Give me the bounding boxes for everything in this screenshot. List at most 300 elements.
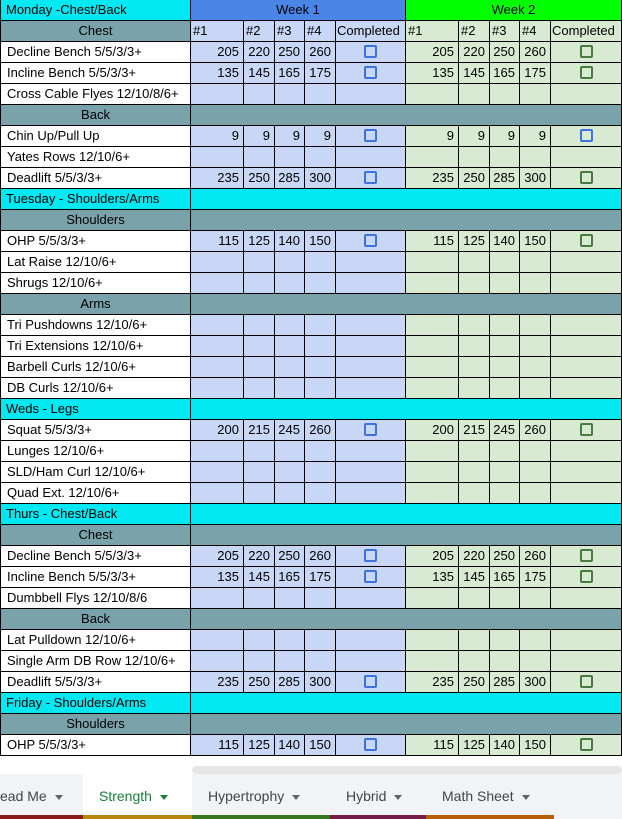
weight-cell[interactable] [459, 483, 490, 504]
weight-cell[interactable] [191, 483, 244, 504]
completed-cell[interactable] [551, 651, 622, 672]
weight-cell[interactable]: 235 [191, 168, 244, 189]
weight-cell[interactable]: 205 [191, 42, 244, 63]
weight-cell[interactable]: 215 [244, 420, 275, 441]
weight-cell[interactable] [459, 147, 490, 168]
completed-cell[interactable] [551, 441, 622, 462]
completed-cell[interactable] [336, 630, 406, 651]
weight-cell[interactable] [520, 252, 551, 273]
weight-cell[interactable] [490, 483, 520, 504]
weight-cell[interactable] [520, 336, 551, 357]
exercise-name-cell[interactable]: Squat 5/5/3/3+ [0, 420, 191, 441]
weight-cell[interactable] [490, 651, 520, 672]
set-column-header[interactable]: #3 [490, 21, 520, 42]
set-column-header[interactable]: #4 [520, 21, 551, 42]
weight-cell[interactable]: 250 [459, 672, 490, 693]
weight-cell[interactable] [275, 483, 305, 504]
weight-cell[interactable] [305, 483, 336, 504]
completed-cell[interactable] [336, 315, 406, 336]
completed-cell[interactable] [336, 252, 406, 273]
weight-cell[interactable]: 165 [275, 63, 305, 84]
weight-cell[interactable]: 165 [490, 567, 520, 588]
weight-cell[interactable]: 9 [406, 126, 459, 147]
exercise-name-cell[interactable]: Yates Rows 12/10/6+ [0, 147, 191, 168]
set-column-header[interactable]: #2 [459, 21, 490, 42]
weight-cell[interactable] [275, 588, 305, 609]
weight-cell[interactable]: 260 [305, 420, 336, 441]
completed-checkbox[interactable] [364, 129, 377, 142]
weight-cell[interactable] [191, 252, 244, 273]
completed-cell[interactable] [336, 462, 406, 483]
weight-cell[interactable]: 135 [406, 567, 459, 588]
weight-cell[interactable] [520, 357, 551, 378]
completed-cell[interactable] [336, 357, 406, 378]
completed-cell[interactable] [336, 588, 406, 609]
weight-cell[interactable] [305, 630, 336, 651]
weight-cell[interactable]: 150 [520, 231, 551, 252]
weight-cell[interactable] [275, 84, 305, 105]
completed-cell[interactable] [551, 126, 622, 147]
sheet-tab-math-sheet[interactable] [426, 774, 554, 819]
day-header-cell[interactable]: Thurs - Chest/Back [0, 504, 191, 525]
completed-cell[interactable] [551, 462, 622, 483]
weight-cell[interactable]: 205 [406, 42, 459, 63]
muscle-group-band[interactable] [191, 210, 622, 231]
weight-cell[interactable] [244, 357, 275, 378]
weight-cell[interactable] [244, 630, 275, 651]
weight-cell[interactable] [406, 336, 459, 357]
completed-cell[interactable] [551, 630, 622, 651]
completed-cell[interactable] [336, 420, 406, 441]
muscle-group-header[interactable]: Arms [0, 294, 191, 315]
weight-cell[interactable]: 250 [459, 168, 490, 189]
weight-cell[interactable] [490, 630, 520, 651]
weight-cell[interactable]: 145 [459, 63, 490, 84]
exercise-name-cell[interactable]: Decline Bench 5/5/3/3+ [0, 546, 191, 567]
weight-cell[interactable] [459, 462, 490, 483]
completed-cell[interactable] [551, 273, 622, 294]
chevron-down-icon[interactable] [394, 795, 402, 800]
weight-cell[interactable] [305, 357, 336, 378]
completed-cell[interactable] [336, 42, 406, 63]
completed-cell[interactable] [336, 168, 406, 189]
weight-cell[interactable]: 140 [490, 735, 520, 756]
completed-cell[interactable] [336, 147, 406, 168]
weight-cell[interactable] [191, 315, 244, 336]
weight-cell[interactable]: 300 [520, 672, 551, 693]
weight-cell[interactable] [490, 252, 520, 273]
exercise-name-cell[interactable]: Single Arm DB Row 12/10/6+ [0, 651, 191, 672]
weight-cell[interactable]: 300 [305, 168, 336, 189]
completed-cell[interactable] [551, 336, 622, 357]
weight-cell[interactable]: 9 [305, 126, 336, 147]
weight-cell[interactable]: 200 [191, 420, 244, 441]
weight-cell[interactable] [305, 147, 336, 168]
week-2-header[interactable]: Week 2 [406, 0, 622, 21]
completed-checkbox[interactable] [364, 675, 377, 688]
weight-cell[interactable]: 145 [244, 63, 275, 84]
weight-cell[interactable] [490, 336, 520, 357]
weight-cell[interactable]: 250 [244, 672, 275, 693]
exercise-name-cell[interactable]: Chin Up/Pull Up [0, 126, 191, 147]
completed-cell[interactable] [551, 231, 622, 252]
weight-cell[interactable]: 285 [490, 168, 520, 189]
weight-cell[interactable]: 135 [406, 63, 459, 84]
completed-cell[interactable] [551, 357, 622, 378]
exercise-name-cell[interactable]: Tri Pushdowns 12/10/6+ [0, 315, 191, 336]
weight-cell[interactable] [490, 315, 520, 336]
weight-cell[interactable]: 250 [490, 546, 520, 567]
completed-cell[interactable] [336, 735, 406, 756]
muscle-group-band[interactable] [191, 609, 622, 630]
completed-checkbox[interactable] [580, 738, 593, 751]
completed-cell[interactable] [551, 672, 622, 693]
chevron-down-icon[interactable] [160, 795, 168, 800]
weight-cell[interactable]: 235 [406, 168, 459, 189]
completed-checkbox[interactable] [364, 738, 377, 751]
exercise-name-cell[interactable]: Barbell Curls 12/10/6+ [0, 357, 191, 378]
weight-cell[interactable] [520, 273, 551, 294]
weight-cell[interactable] [490, 462, 520, 483]
set-column-header[interactable]: #1 [191, 21, 244, 42]
muscle-group-header[interactable]: Shoulders [0, 714, 191, 735]
weight-cell[interactable]: 235 [406, 672, 459, 693]
muscle-group-band[interactable] [191, 525, 622, 546]
completed-checkbox[interactable] [364, 66, 377, 79]
completed-cell[interactable] [336, 651, 406, 672]
set-column-header[interactable]: #1 [406, 21, 459, 42]
set-column-header[interactable]: #2 [244, 21, 275, 42]
weight-cell[interactable] [305, 588, 336, 609]
weight-cell[interactable] [191, 630, 244, 651]
completed-cell[interactable] [336, 336, 406, 357]
weight-cell[interactable] [244, 273, 275, 294]
weight-cell[interactable] [490, 378, 520, 399]
completed-cell[interactable] [336, 126, 406, 147]
sheet-tab-hypertrophy[interactable] [192, 774, 330, 819]
weight-cell[interactable] [244, 441, 275, 462]
weight-cell[interactable] [459, 651, 490, 672]
set-column-header[interactable]: #4 [305, 21, 336, 42]
weight-cell[interactable]: 125 [459, 231, 490, 252]
weight-cell[interactable] [520, 651, 551, 672]
weight-cell[interactable] [244, 483, 275, 504]
muscle-group-header[interactable]: Chest [0, 525, 191, 546]
weight-cell[interactable]: 175 [520, 567, 551, 588]
weight-cell[interactable] [406, 84, 459, 105]
exercise-name-cell[interactable]: Decline Bench 5/5/3/3+ [0, 42, 191, 63]
muscle-group-band[interactable] [191, 714, 622, 735]
exercise-name-cell[interactable]: DB Curls 12/10/6+ [0, 378, 191, 399]
weight-cell[interactable] [406, 273, 459, 294]
completed-cell[interactable] [551, 546, 622, 567]
set-column-header[interactable]: #3 [275, 21, 305, 42]
weight-cell[interactable] [191, 84, 244, 105]
completed-checkbox[interactable] [580, 675, 593, 688]
week-1-header[interactable]: Week 1 [191, 0, 406, 21]
weight-cell[interactable] [275, 441, 305, 462]
weight-cell[interactable]: 9 [244, 126, 275, 147]
completed-cell[interactable] [551, 63, 622, 84]
weight-cell[interactable]: 145 [459, 567, 490, 588]
completed-checkbox[interactable] [364, 234, 377, 247]
weight-cell[interactable] [275, 378, 305, 399]
weight-cell[interactable]: 260 [520, 42, 551, 63]
completed-cell[interactable] [551, 147, 622, 168]
weight-cell[interactable] [490, 84, 520, 105]
weight-cell[interactable]: 220 [244, 546, 275, 567]
muscle-group-band[interactable] [191, 105, 622, 126]
weight-cell[interactable]: 150 [305, 231, 336, 252]
weight-cell[interactable]: 9 [275, 126, 305, 147]
weight-cell[interactable]: 300 [305, 672, 336, 693]
exercise-name-cell[interactable]: Dumbbell Flys 12/10/8/6 [0, 588, 191, 609]
weight-cell[interactable] [244, 84, 275, 105]
weight-cell[interactable]: 220 [459, 42, 490, 63]
chevron-down-icon[interactable] [55, 795, 63, 800]
weight-cell[interactable] [191, 378, 244, 399]
weight-cell[interactable] [520, 441, 551, 462]
weight-cell[interactable]: 125 [459, 735, 490, 756]
weight-cell[interactable] [305, 315, 336, 336]
weight-cell[interactable]: 245 [275, 420, 305, 441]
completed-cell[interactable] [336, 273, 406, 294]
exercise-name-cell[interactable]: Shrugs 12/10/6+ [0, 273, 191, 294]
weight-cell[interactable] [305, 273, 336, 294]
weight-cell[interactable] [406, 483, 459, 504]
weight-cell[interactable]: 135 [191, 567, 244, 588]
exercise-name-cell[interactable]: Cross Cable Flyes 12/10/8/6+ [0, 84, 191, 105]
completed-checkbox[interactable] [364, 549, 377, 562]
completed-checkbox[interactable] [580, 549, 593, 562]
weight-cell[interactable] [406, 630, 459, 651]
day-header-cell[interactable]: Friday - Shoulders/Arms [0, 693, 191, 714]
weight-cell[interactable]: 175 [305, 567, 336, 588]
completed-checkbox[interactable] [580, 45, 593, 58]
weight-cell[interactable]: 200 [406, 420, 459, 441]
exercise-name-cell[interactable]: OHP 5/5/3/3+ [0, 735, 191, 756]
weight-cell[interactable] [459, 252, 490, 273]
weight-cell[interactable] [520, 147, 551, 168]
completed-cell[interactable] [551, 588, 622, 609]
completed-checkbox[interactable] [580, 171, 593, 184]
completed-cell[interactable] [551, 42, 622, 63]
sheet-tab-hybrid[interactable] [330, 774, 426, 819]
completed-cell[interactable] [336, 483, 406, 504]
completed-cell[interactable] [551, 735, 622, 756]
completed-checkbox[interactable] [580, 66, 593, 79]
weight-cell[interactable] [490, 357, 520, 378]
weight-cell[interactable] [244, 252, 275, 273]
weight-cell[interactable] [191, 357, 244, 378]
day-header-band[interactable] [191, 399, 622, 420]
completed-column-header[interactable]: Completed [551, 21, 622, 42]
weight-cell[interactable]: 285 [275, 168, 305, 189]
completed-cell[interactable] [336, 63, 406, 84]
weight-cell[interactable] [520, 588, 551, 609]
weight-cell[interactable] [459, 315, 490, 336]
completed-cell[interactable] [551, 378, 622, 399]
weight-cell[interactable] [305, 336, 336, 357]
exercise-name-cell[interactable]: Quad Ext. 12/10/6+ [0, 483, 191, 504]
weight-cell[interactable] [275, 651, 305, 672]
completed-checkbox[interactable] [364, 423, 377, 436]
weight-cell[interactable]: 9 [490, 126, 520, 147]
sheet-tab-ead-me[interactable] [0, 774, 83, 819]
weight-cell[interactable] [459, 441, 490, 462]
completed-checkbox[interactable] [580, 129, 593, 142]
weight-cell[interactable] [191, 441, 244, 462]
weight-cell[interactable]: 250 [244, 168, 275, 189]
weight-cell[interactable] [244, 588, 275, 609]
weight-cell[interactable] [459, 630, 490, 651]
day-header-band[interactable] [191, 504, 622, 525]
exercise-name-cell[interactable]: Incline Bench 5/5/3/3+ [0, 63, 191, 84]
weight-cell[interactable] [520, 315, 551, 336]
sheet-tab-strength[interactable] [83, 774, 192, 819]
completed-checkbox[interactable] [580, 234, 593, 247]
day-header-band[interactable] [191, 189, 622, 210]
weight-cell[interactable] [406, 651, 459, 672]
weight-cell[interactable]: 285 [490, 672, 520, 693]
day-header-cell[interactable]: Weds - Legs [0, 399, 191, 420]
weight-cell[interactable]: 140 [275, 735, 305, 756]
weight-cell[interactable]: 245 [490, 420, 520, 441]
weight-cell[interactable]: 115 [191, 735, 244, 756]
weight-cell[interactable] [406, 588, 459, 609]
weight-cell[interactable] [244, 462, 275, 483]
completed-checkbox[interactable] [364, 570, 377, 583]
weight-cell[interactable]: 300 [520, 168, 551, 189]
weight-cell[interactable] [244, 147, 275, 168]
muscle-group-band[interactable] [191, 294, 622, 315]
completed-cell[interactable] [551, 252, 622, 273]
completed-column-header[interactable]: Completed [336, 21, 406, 42]
weight-cell[interactable]: 145 [244, 567, 275, 588]
day-header-cell[interactable]: Tuesday - Shoulders/Arms [0, 189, 191, 210]
weight-cell[interactable] [275, 147, 305, 168]
exercise-name-cell[interactable]: SLD/Ham Curl 12/10/6+ [0, 462, 191, 483]
completed-cell[interactable] [551, 567, 622, 588]
completed-cell[interactable] [336, 84, 406, 105]
completed-cell[interactable] [551, 84, 622, 105]
weight-cell[interactable] [406, 378, 459, 399]
completed-cell[interactable] [336, 441, 406, 462]
completed-cell[interactable] [336, 378, 406, 399]
completed-checkbox[interactable] [580, 423, 593, 436]
weight-cell[interactable] [406, 357, 459, 378]
weight-cell[interactable]: 125 [244, 735, 275, 756]
weight-cell[interactable] [191, 588, 244, 609]
chevron-down-icon[interactable] [292, 795, 300, 800]
weight-cell[interactable]: 260 [305, 42, 336, 63]
completed-cell[interactable] [336, 672, 406, 693]
exercise-name-cell[interactable]: Lat Pulldown 12/10/6+ [0, 630, 191, 651]
weight-cell[interactable]: 205 [191, 546, 244, 567]
weight-cell[interactable]: 260 [520, 546, 551, 567]
day-header-cell[interactable]: Monday -Chest/Back [0, 0, 191, 21]
weight-cell[interactable]: 175 [520, 63, 551, 84]
weight-cell[interactable]: 220 [459, 546, 490, 567]
exercise-name-cell[interactable]: Deadlift 5/5/3/3+ [0, 168, 191, 189]
weight-cell[interactable] [275, 336, 305, 357]
completed-cell[interactable] [336, 546, 406, 567]
weight-cell[interactable] [459, 273, 490, 294]
exercise-name-cell[interactable]: Incline Bench 5/5/3/3+ [0, 567, 191, 588]
weight-cell[interactable] [191, 147, 244, 168]
weight-cell[interactable] [191, 273, 244, 294]
chevron-down-icon[interactable] [522, 795, 530, 800]
weight-cell[interactable]: 250 [275, 42, 305, 63]
weight-cell[interactable]: 150 [520, 735, 551, 756]
weight-cell[interactable] [520, 84, 551, 105]
weight-cell[interactable] [244, 336, 275, 357]
weight-cell[interactable]: 140 [490, 231, 520, 252]
completed-cell[interactable] [551, 168, 622, 189]
completed-cell[interactable] [336, 231, 406, 252]
weight-cell[interactable] [305, 651, 336, 672]
weight-cell[interactable]: 250 [275, 546, 305, 567]
weight-cell[interactable] [459, 84, 490, 105]
weight-cell[interactable] [275, 315, 305, 336]
weight-cell[interactable]: 125 [244, 231, 275, 252]
weight-cell[interactable] [406, 441, 459, 462]
muscle-group-header[interactable]: Back [0, 105, 191, 126]
muscle-group-header[interactable]: Chest [0, 21, 191, 42]
muscle-group-header[interactable]: Shoulders [0, 210, 191, 231]
weight-cell[interactable]: 165 [490, 63, 520, 84]
exercise-name-cell[interactable]: Deadlift 5/5/3/3+ [0, 672, 191, 693]
weight-cell[interactable]: 260 [305, 546, 336, 567]
weight-cell[interactable] [520, 378, 551, 399]
weight-cell[interactable]: 9 [191, 126, 244, 147]
horizontal-scrollbar[interactable] [192, 766, 622, 774]
weight-cell[interactable]: 215 [459, 420, 490, 441]
day-header-band[interactable] [191, 693, 622, 714]
weight-cell[interactable] [520, 630, 551, 651]
weight-cell[interactable] [191, 462, 244, 483]
muscle-group-header[interactable]: Back [0, 609, 191, 630]
weight-cell[interactable] [275, 462, 305, 483]
weight-cell[interactable]: 115 [406, 735, 459, 756]
completed-cell[interactable] [336, 567, 406, 588]
weight-cell[interactable] [305, 378, 336, 399]
completed-cell[interactable] [551, 420, 622, 441]
weight-cell[interactable] [305, 462, 336, 483]
weight-cell[interactable]: 9 [459, 126, 490, 147]
weight-cell[interactable]: 285 [275, 672, 305, 693]
weight-cell[interactable] [490, 273, 520, 294]
weight-cell[interactable] [459, 378, 490, 399]
weight-cell[interactable]: 140 [275, 231, 305, 252]
weight-cell[interactable] [406, 252, 459, 273]
completed-checkbox[interactable] [580, 570, 593, 583]
weight-cell[interactable] [275, 252, 305, 273]
weight-cell[interactable] [406, 462, 459, 483]
completed-checkbox[interactable] [364, 45, 377, 58]
weight-cell[interactable] [490, 441, 520, 462]
weight-cell[interactable]: 220 [244, 42, 275, 63]
weight-cell[interactable] [520, 462, 551, 483]
weight-cell[interactable] [459, 588, 490, 609]
weight-cell[interactable]: 260 [520, 420, 551, 441]
exercise-name-cell[interactable]: Lunges 12/10/6+ [0, 441, 191, 462]
weight-cell[interactable] [459, 357, 490, 378]
weight-cell[interactable] [490, 588, 520, 609]
exercise-name-cell[interactable]: OHP 5/5/3/3+ [0, 231, 191, 252]
weight-cell[interactable] [459, 336, 490, 357]
weight-cell[interactable]: 165 [275, 567, 305, 588]
